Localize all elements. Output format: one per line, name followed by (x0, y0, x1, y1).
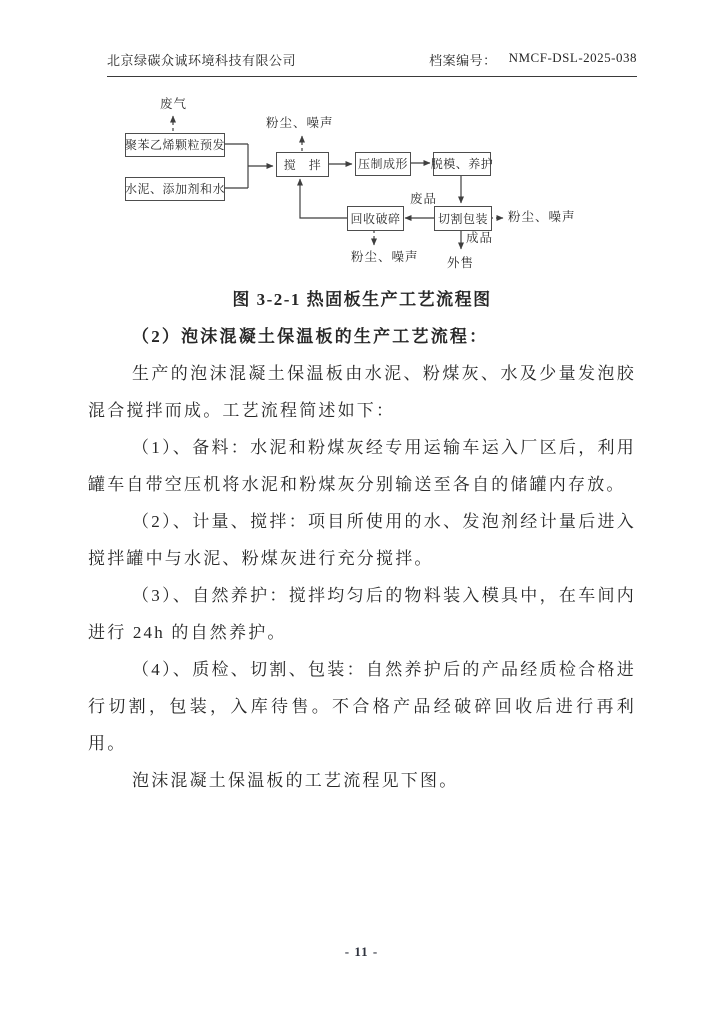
flow-label-finished-product: 成品 (466, 231, 494, 245)
paragraph-step-1: （1）、备料：水泥和粉煤灰经专用运输车运入厂区后，利用罐车自带空压机将水泥和粉煤灰分别输送至各自的储罐内存放。 (88, 438, 636, 494)
paragraph-step-2: （2）、计量、搅拌：项目所使用的水、发泡剂经计量后进入搅拌罐中与水泥、粉煤灰进行充分搅拌。 (88, 512, 636, 568)
archive-number: NMCF-DSL-2025-038 (508, 50, 637, 65)
flow-label-waste-gas: 废气 (160, 97, 188, 111)
flow-label-dust-noise-crushing: 粉尘、噪声 (351, 250, 419, 264)
process-box-cut-packaging: 切割包装 (434, 206, 492, 231)
body-text (88, 281, 636, 799)
process-flowchart (0, 0, 723, 290)
process-box-cement-water: 水泥、添加剂和水 (125, 177, 225, 201)
process-box-mixing: 搅 拌 (276, 152, 329, 177)
archive-label: 档案编号： (429, 53, 497, 68)
flowchart-connectors (0, 0, 723, 290)
company-name: 北京绿碳众诚环境科技有限公司 (107, 53, 297, 68)
paragraph-step-3: （3）、自然养护：搅拌均匀后的物料装入模具中，在车间内进行 24h 的自然养护。 (88, 586, 636, 642)
page-footer (0, 944, 723, 960)
paragraph-intro: 生产的泡沫混凝土保温板由水泥、粉煤灰、水及少量发泡胶混合搅拌而成。工艺流程简述如下： (88, 364, 636, 420)
process-box-demold-curing: 脱模、养护 (433, 152, 491, 176)
paragraph-closing: 泡沫混凝土保温板的工艺流程见下图。 (132, 771, 459, 790)
flow-label-scrap: 废品 (410, 192, 438, 206)
section-heading: （2）泡沫混凝土保温板的生产工艺流程： (132, 327, 489, 346)
process-box-press-forming: 压制成形 (355, 152, 411, 176)
process-box-pre-expand: 聚苯乙烯颗粒预发 (125, 133, 225, 157)
figure-caption: 图 3-2-1 热固板生产工艺流程图 (232, 290, 492, 309)
flow-label-dust-noise-cutting: 粉尘、噪声 (508, 210, 576, 224)
flow-label-dust-noise-mixing: 粉尘、噪声 (266, 116, 334, 130)
flow-label-external-sale: 外售 (447, 256, 475, 270)
process-box-recycle-crush: 回收破碎 (347, 206, 404, 231)
paragraph-step-4: （4）、质检、切割、包装：自然养护后的产品经质检合格进行切割，包装，入库待售。不合格产品经破碎回收后进行再利用。 (88, 660, 636, 753)
page-number: - 11 - (344, 944, 379, 959)
